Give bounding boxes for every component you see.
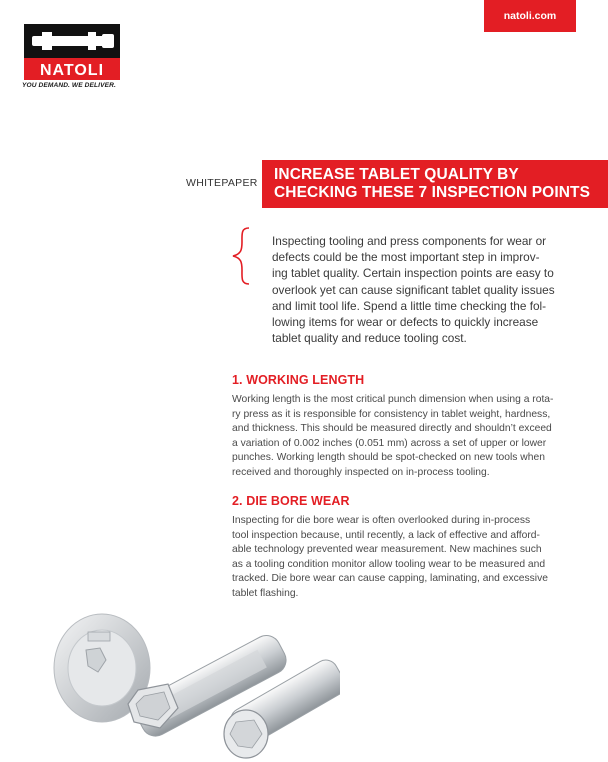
intro-line: overlook yet can cause significant tablet quality issues bbox=[272, 282, 555, 297]
logo-wordmark: NATOLI bbox=[39, 62, 105, 79]
intro-line: ing tablet quality. Certain inspection points are easy to bbox=[272, 266, 554, 281]
body-line: Working length is the most critical punch dimension when using a rota- bbox=[232, 394, 554, 405]
section-heading-working-length: 1. WORKING LENGTH bbox=[232, 373, 365, 387]
website-link[interactable]: natoli.com bbox=[484, 0, 576, 32]
curly-brace-decoration bbox=[229, 226, 255, 286]
intro-line: lowing items for wear or defects to quickly increase bbox=[272, 315, 539, 330]
intro-paragraph bbox=[272, 233, 576, 346]
body-line: tracked. Die bore wear can cause capping, laminating, and excessive bbox=[232, 573, 548, 585]
brand-tagline: YOU DEMAND. WE DELIVER. bbox=[22, 82, 116, 89]
tooling-product-photo bbox=[40, 604, 340, 762]
section-heading-die-bore-wear: 2. DIE BORE WEAR bbox=[232, 494, 350, 508]
body-line: punches. Working length should be spot-checked on new tools when bbox=[232, 452, 545, 464]
title-line-1: INCREASE TABLET QUALITY BY bbox=[274, 166, 519, 183]
section-body-working-length bbox=[232, 393, 577, 481]
body-line: tool inspection because, until recently, a lack of effective and afford- bbox=[232, 529, 540, 541]
intro-line: Inspecting tooling and press components for wear or bbox=[272, 234, 547, 248]
intro-line: tablet quality and reduce tooling cost. bbox=[272, 331, 467, 346]
title-banner bbox=[262, 160, 608, 208]
body-line: and thickness. This should be measured directly and shouldn’t exceed bbox=[232, 423, 552, 435]
section-body-die-bore-wear bbox=[232, 514, 577, 602]
document-type-label: WHITEPAPER bbox=[186, 177, 258, 189]
body-line: ry press as it is responsible for consistency in tablet weight, hardness, bbox=[232, 408, 551, 420]
body-line: tablet flashing. bbox=[232, 587, 299, 599]
title-line-2: CHECKING THESE 7 INSPECTION POINTS bbox=[274, 184, 591, 201]
body-line: as a tooling condition monitor allow tooling wear to be measured and bbox=[232, 558, 546, 570]
intro-line: defects could be the most important step in improv- bbox=[272, 250, 540, 265]
body-line: Inspecting for die bore wear is often overlooked during in-process bbox=[232, 515, 531, 526]
body-line: able technology prevented wear measurement. New machines such bbox=[232, 544, 542, 556]
intro-line: and limit tool life. Spend a little time checking the fol- bbox=[272, 298, 547, 313]
body-line: received and thoroughly inspected on in-process tooling. bbox=[232, 466, 490, 478]
body-line: a variation of 0.002 inches (0.051 mm) across a set of upper or lower bbox=[232, 437, 547, 449]
